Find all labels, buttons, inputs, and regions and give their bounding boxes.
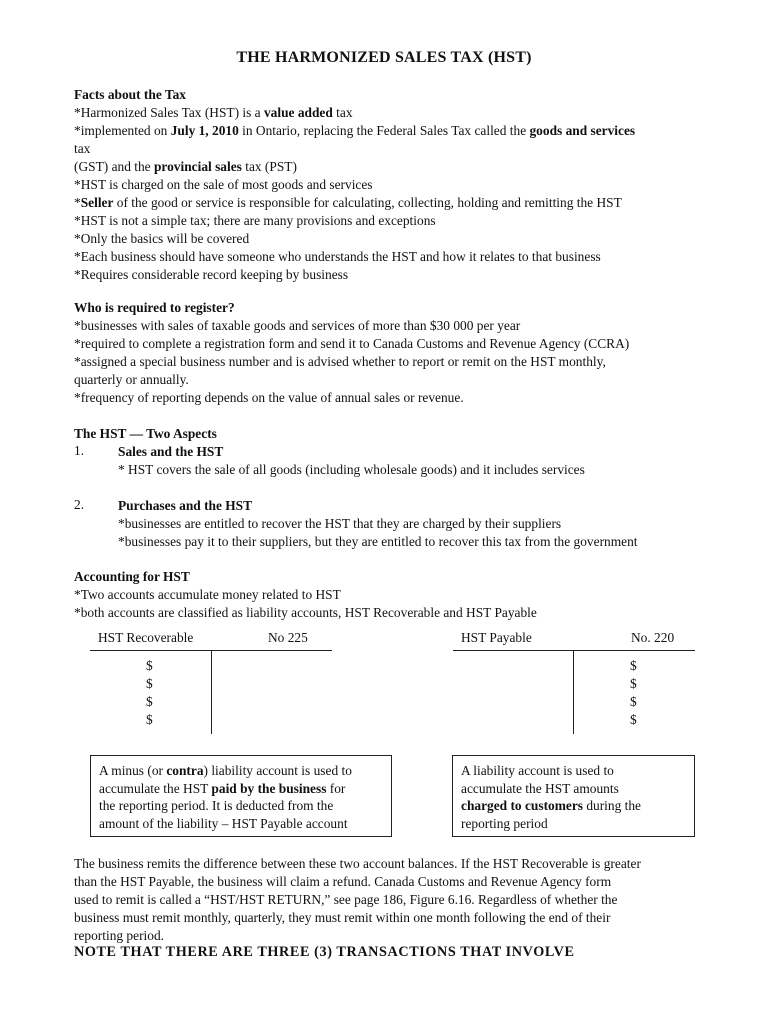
text: during the [582, 798, 641, 813]
remit-line: used to remit is called a “HST/HST RETURN,” see page 186, Figure 6.16. Regardless of whether the [74, 892, 618, 907]
box-line [99, 762, 383, 780]
remit-line: business must remit monthly, quarterly, they must remit within one month following the end of their [74, 910, 611, 925]
bold-text: provincial sales [153, 159, 242, 174]
recoverable-account-name: HST Recoverable [98, 630, 194, 645]
register-section [74, 299, 734, 407]
dollar-sign: $ [146, 694, 153, 709]
register-line: *assigned a special business number and is advised whether to report or remit on the HST monthly, [74, 354, 606, 369]
text: accumulate the HST [99, 780, 212, 796]
t-account-center-rule [573, 650, 574, 734]
remit-line: reporting period. [74, 928, 164, 943]
bold-text: contra [166, 763, 204, 778]
facts-line [74, 158, 734, 176]
text: tax (PST) [241, 159, 297, 174]
item2-line: *businesses pay it to their suppliers, but they are entitled to recover this tax from the government [118, 534, 638, 549]
text: *implemented on [74, 123, 171, 138]
text: A minus (or [99, 763, 167, 778]
bold-text: paid by the business [211, 780, 327, 796]
text: in Ontario, replacing the Federal Sales Tax called the [238, 123, 530, 138]
facts-line: *Each business should have someone who understands the HST and how it relates to that business [74, 249, 601, 264]
text: of the good or service is responsible for calculating, collecting, holding and remitting the HST [113, 195, 622, 210]
register-heading: Who is required to register? [74, 300, 235, 315]
facts-section [74, 86, 734, 284]
remit-line: The business remits the difference between these two account balances. If the HST Recoverable is greater [74, 856, 641, 871]
text: ) liability account is used to [203, 763, 352, 778]
text: *Harmonized Sales Tax (HST) is a [74, 105, 264, 120]
bold-text: July 1, 2010 [170, 123, 239, 138]
facts-line [74, 104, 734, 122]
bold-text: charged to customers [461, 798, 583, 813]
item1-title: Sales and the HST [118, 444, 224, 459]
aspects-section [74, 425, 734, 443]
box-line: reporting period [461, 815, 548, 831]
transactions-note: NOTE THAT THERE ARE THREE (3) TRANSACTIONS THAT INVOLVE [74, 944, 575, 960]
item2-line: *businesses are entitled to recover the HST that they are charged by their suppliers [118, 516, 562, 531]
accounting-heading: Accounting for HST [74, 569, 190, 584]
box-line: A liability account is used to [461, 763, 614, 778]
recoverable-account-number: No 225 [268, 630, 308, 645]
facts-heading: Facts about the Tax [74, 87, 186, 102]
item1-line: * HST covers the sale of all goods (including wholesale goods) and it includes services [118, 462, 585, 477]
facts-line: *Only the basics will be covered [74, 231, 250, 246]
dollar-sign: $ [630, 658, 637, 673]
box-line [461, 797, 686, 815]
facts-line: *HST is charged on the sale of most goods and services [74, 177, 373, 192]
dollar-sign: $ [630, 676, 637, 691]
item1-number: 1. [74, 443, 85, 458]
dollar-sign: $ [146, 676, 153, 691]
box-line: accumulate the HST amounts [461, 780, 619, 796]
bold-text: Seller [80, 195, 114, 210]
bold-text: goods and services [529, 123, 636, 138]
bold-text: value added [263, 105, 333, 120]
box-line [99, 780, 383, 798]
text: (GST) and the [74, 159, 154, 174]
item2-title: Purchases and the HST [118, 498, 253, 513]
register-line: *frequency of reporting depends on the value of annual sales or revenue. [74, 390, 464, 405]
remit-paragraph [74, 855, 754, 945]
dollar-sign: $ [630, 694, 637, 709]
t-account-center-rule [211, 650, 212, 734]
box-line: the reporting period. It is deducted from the [99, 798, 334, 813]
text: tax [332, 105, 353, 120]
facts-line: *Requires considerable record keeping by business [74, 267, 349, 282]
text: for [326, 780, 346, 796]
text: * [74, 195, 81, 210]
aspects-heading: The HST — Two Aspects [74, 426, 217, 441]
dollar-sign: $ [630, 712, 637, 727]
dollar-sign: $ [146, 658, 153, 673]
payable-account-name: HST Payable [461, 630, 532, 645]
payable-explanation-box [452, 755, 695, 837]
t-account-top-rule [453, 650, 695, 651]
facts-line [74, 122, 734, 140]
register-line: quarterly or annually. [74, 372, 189, 387]
recoverable-explanation-box [90, 755, 392, 837]
dollar-sign: $ [146, 712, 153, 727]
facts-line: tax [74, 141, 91, 156]
remit-line: than the HST Payable, the business will claim a refund. Canada Customs and Revenue Agency form [74, 874, 612, 889]
register-line: *businesses with sales of taxable goods and services of more than $30 000 per year [74, 318, 521, 333]
facts-line [74, 194, 734, 212]
accounting-line: *Two accounts accumulate money related to HST [74, 587, 341, 602]
accounting-line: *both accounts are classified as liability accounts, HST Recoverable and HST Payable [74, 605, 537, 620]
page-title: THE HARMONIZED SALES TAX (HST) [236, 49, 532, 66]
facts-line: *HST is not a simple tax; there are many provisions and exceptions [74, 213, 436, 228]
register-line: *required to complete a registration form and send it to Canada Customs and Revenue Agency (CCRA) [74, 336, 630, 351]
payable-account-number: No. 220 [631, 630, 675, 645]
item2-number: 2. [74, 497, 85, 512]
accounting-section [74, 568, 734, 622]
box-line: amount of the liability – HST Payable account [99, 815, 348, 831]
